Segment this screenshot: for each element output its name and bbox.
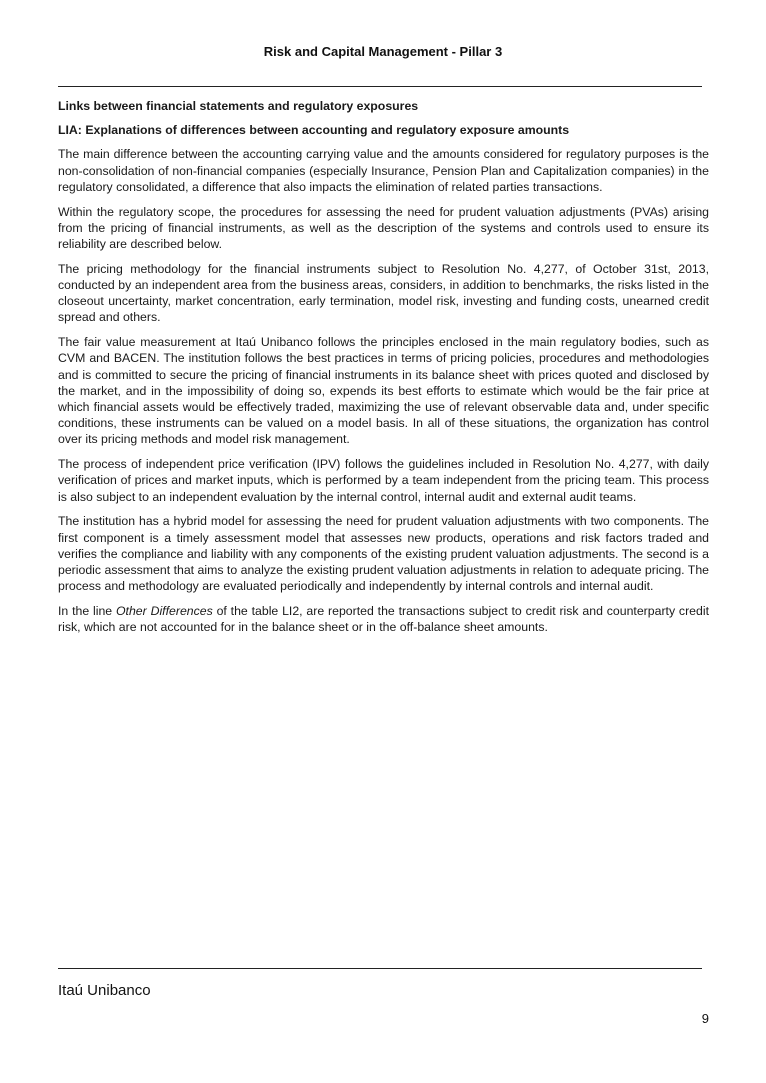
- footer-divider: [58, 968, 702, 969]
- paragraph-other-differences: [58, 603, 709, 635]
- subsection-heading: LIA: Explanations of differences between accounting and regulatory exposure amounts: [58, 123, 570, 138]
- paragraph: The main difference between the accounting carrying value and the amounts considered for regulatory purposes is the non-consolidation of non-financial companies (especially Insurance, Pension Plan and Capitalization companies) in the regulatory consolidated, a difference that also impacts the elimination of related parties transactions.: [58, 147, 709, 194]
- header-divider: [58, 86, 702, 87]
- page-header-title: Risk and Capital Management - Pillar 3: [263, 44, 503, 59]
- page-number: 9: [701, 1011, 709, 1026]
- document-body: [58, 98, 709, 644]
- paragraph: Within the regulatory scope, the procedures for assessing the need for prudent valuation adjustments (PVAs) arising from the pricing of financial instruments, as well as the description of the systems and controls used to ensure its reliability are described below.: [58, 204, 709, 252]
- footer-company-name: Itaú Unibanco: [58, 982, 151, 999]
- table-line-reference: Other Differences: [115, 604, 213, 619]
- paragraph: The pricing methodology for the financial instruments subject to Resolution No. 4,277, of October 31st, 2013, conducted by an independent area from the business areas, considers, in addition to benchmarks, the risks listed in the closeout uncertainty, market concentration, early termination, model risk, investing and funding costs, unearned credit spread and others.: [58, 261, 709, 325]
- paragraph: The process of independent price verification (IPV) follows the guidelines included in Resolution No. 4,277, with daily verification of prices and market inputs, which is performed by a team independent from the pricing team. This process is also subject to an independent evaluation by the internal control, internal audit and external audit teams.: [58, 457, 709, 504]
- paragraph: The institution has a hybrid model for assessing the need for prudent valuation adjustments with two components. The first component is a timely assessment model that assesses new products, operations and risk factors traded and verifies the compliance and liability with any components of the existing prudent valuation adjustments. The second is a periodic assessment that aims to analyze the existing prudent valuation adjustments in relation to adequate pricing. The process and methodology are evaluated periodically and independently by internal controls and internal audit.: [58, 514, 709, 594]
- paragraph-prefix: In the line: [58, 604, 116, 619]
- paragraph-suffix: of the table LI2, are reported the transactions subject to credit risk and counterparty credit risk, which are not accounted for in the balance sheet or in the off-balance sheet amounts.: [58, 604, 710, 635]
- paragraph: The fair value measurement at Itaú Unibanco follows the principles enclosed in the main regulatory bodies, such as CVM and BACEN. The institution follows the best practices in terms of pricing policies, procedures and methodologies and is committed to secure the pricing of financial instruments in its balance sheet with prices quoted and disclosed by the market, and in the impossibility of doing so, expends its best efforts to estimate which would be the fair price at which financial assets would be effectively traded, maximizing the use of relevant observable data and, under specific conditions, these instruments can be valued on a model basis. In all of these situations, the organization has control over its pricing methods and model risk management.: [58, 335, 709, 447]
- section-heading: Links between financial statements and regulatory exposures: [58, 99, 419, 113]
